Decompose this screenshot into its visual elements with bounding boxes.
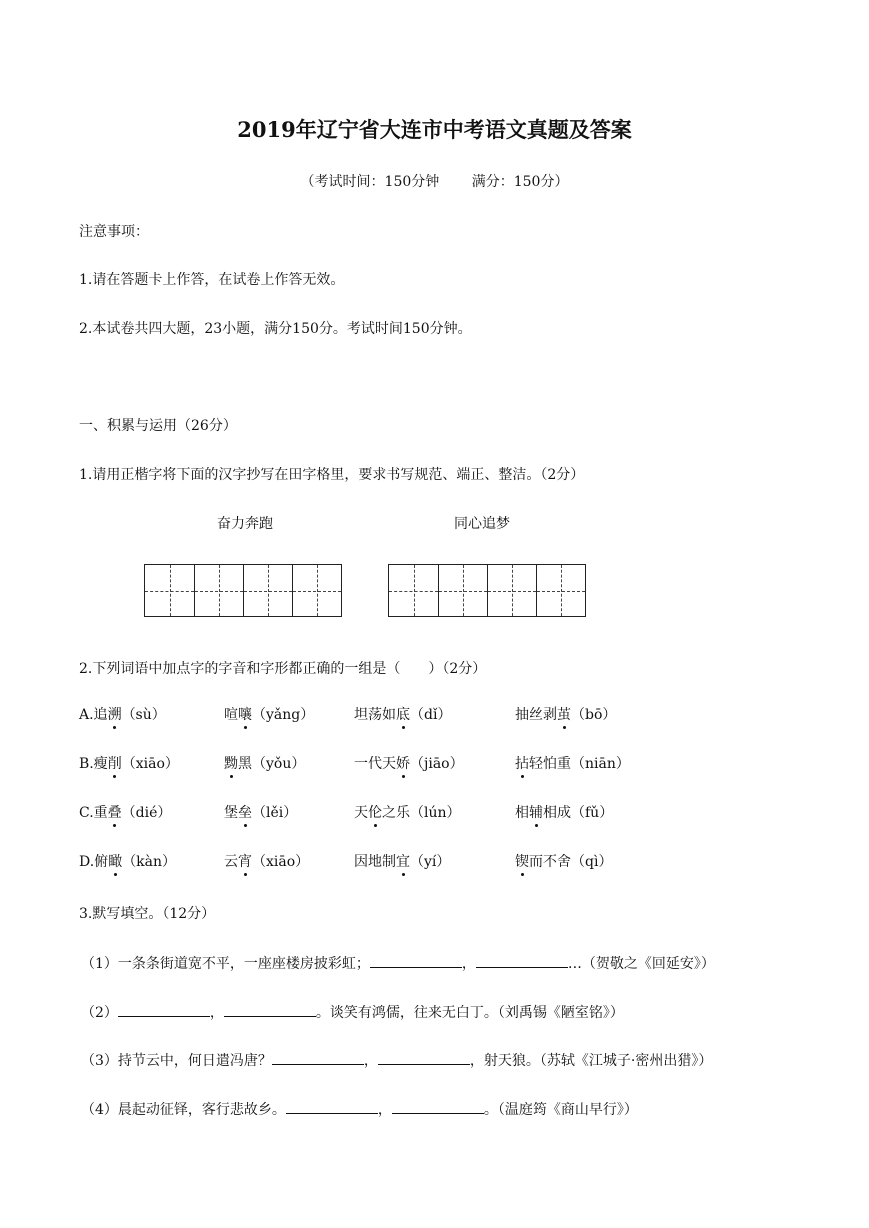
note-item-2: 2.本试卷共四大题，23小题，满分150分。考试时间150分钟。 xyxy=(79,321,472,337)
q3-item-sep: ， xyxy=(461,956,476,972)
option-text: （xiāo） xyxy=(252,854,310,870)
q2-option-item xyxy=(79,755,179,773)
answer-blank[interactable] xyxy=(370,953,462,968)
grid-cell[interactable] xyxy=(487,565,536,616)
q1-word-1: 奋力奔跑 xyxy=(217,516,273,532)
page-title: 2019年辽宁省大连市中考语文真题及答案 xyxy=(237,117,632,142)
tianzige-grid-1[interactable] xyxy=(144,564,342,617)
option-text: B.瘦 xyxy=(79,756,108,772)
option-text: （kàn） xyxy=(122,854,177,870)
option-text: （yǎng） xyxy=(252,707,315,723)
q3-item-text: （4）晨起动征铎，客行悲故乡。 xyxy=(81,1102,286,1118)
q3-item-1 xyxy=(81,953,715,973)
q3-item-sep: ， xyxy=(363,1053,378,1069)
q2-option-item xyxy=(224,706,314,724)
option-text: （lěi） xyxy=(252,805,298,821)
grid-cell[interactable] xyxy=(243,565,292,616)
q2-option-item xyxy=(354,804,461,822)
q3-item-2 xyxy=(81,1002,624,1022)
q3-item-text: （2） xyxy=(81,1005,118,1021)
answer-blank[interactable] xyxy=(118,1002,210,1017)
q3-item-sep: ， xyxy=(377,1102,392,1118)
answer-blank[interactable] xyxy=(224,1002,316,1017)
q2-option-item xyxy=(224,755,305,773)
q2-option-item xyxy=(515,804,613,822)
option-text: 轻怕重（niān） xyxy=(529,756,630,772)
dotted-char: 削 xyxy=(107,756,122,772)
q2-option-item xyxy=(79,804,171,822)
answer-blank[interactable] xyxy=(476,953,568,968)
option-text: 相成（fǔ） xyxy=(543,805,614,821)
dotted-char: 叠 xyxy=(107,805,122,821)
q3-item-source: 。谈笑有鸿儒，往来无白丁。（刘禹锡《陋室铭》） xyxy=(315,1005,624,1021)
option-text: （sù） xyxy=(121,707,166,723)
q3-item-source: 。（温庭筠《商山早行》） xyxy=(483,1102,638,1118)
option-text: （dǐ） xyxy=(410,707,452,723)
option-text: 黑（yǒu） xyxy=(238,756,306,772)
q2-option-item xyxy=(515,706,616,724)
q3-item-4 xyxy=(81,1099,638,1119)
grid-cell[interactable] xyxy=(438,565,487,616)
q2-prompt: 2.下列词语中加点字的字音和字形都正确的一组是（ ）（2分） xyxy=(79,661,487,677)
q1-prompt: 1.请用正楷字将下面的汉字抄写在田字格里，要求书写规范、端正、整洁。（2分） xyxy=(79,467,585,483)
q2-option-item xyxy=(515,853,612,871)
dotted-char: 底 xyxy=(396,707,410,723)
q3-item-sep: ， xyxy=(209,1005,224,1021)
exam-time: （考试时间：150分钟 xyxy=(300,174,440,190)
q3-item-3 xyxy=(81,1050,712,1070)
dotted-char: 瞰 xyxy=(108,854,123,870)
option-text: 相 xyxy=(515,805,529,821)
q2-option-item xyxy=(354,755,464,773)
q2-option-item xyxy=(79,853,176,871)
dotted-char: 娇 xyxy=(396,756,410,772)
q2-option-item xyxy=(354,853,450,871)
option-text: 一代天 xyxy=(354,756,396,772)
option-text: 云 xyxy=(224,854,238,870)
option-text: 抽丝剥 xyxy=(515,707,557,723)
dotted-char: 宵 xyxy=(238,854,252,870)
grid-cell[interactable] xyxy=(194,565,243,616)
exam-info xyxy=(0,173,869,191)
answer-blank[interactable] xyxy=(272,1050,364,1065)
option-text: 坦荡如 xyxy=(354,707,396,723)
tianzige-grid-2[interactable] xyxy=(388,564,586,617)
q3-prompt: 3.默写填空。（12分） xyxy=(79,906,216,922)
answer-blank[interactable] xyxy=(378,1050,470,1065)
q2-option-item xyxy=(224,804,297,822)
note-item-1: 1.请在答题卡上作答，在试卷上作答无效。 xyxy=(79,272,345,288)
dotted-char: 宜 xyxy=(396,854,410,870)
dotted-char: 伦 xyxy=(368,805,382,821)
q3-item-text: （3）持节云中，何日遣冯唐？ xyxy=(81,1053,272,1069)
grid-cell[interactable] xyxy=(292,565,341,616)
dotted-char: 嚷 xyxy=(238,707,252,723)
option-text: D.俯 xyxy=(79,854,109,870)
dotted-char: 锲 xyxy=(515,854,529,870)
option-text: C.重 xyxy=(79,805,108,821)
q2-option-item xyxy=(354,706,451,724)
dotted-char: 拈 xyxy=(515,756,529,772)
answer-blank[interactable] xyxy=(286,1099,378,1114)
option-text: 因地制 xyxy=(354,854,396,870)
option-text: 堡 xyxy=(224,805,238,821)
dotted-char: 溯 xyxy=(107,707,122,723)
grid-cell[interactable] xyxy=(145,565,194,616)
option-text: 天 xyxy=(354,805,368,821)
option-text: 喧 xyxy=(224,707,238,723)
option-text: （jiāo） xyxy=(410,756,464,772)
dotted-char: 辅 xyxy=(529,805,543,821)
q2-option-item xyxy=(515,755,630,773)
dotted-char: 茧 xyxy=(557,707,571,723)
grid-cell[interactable] xyxy=(536,565,585,616)
option-text: 之乐（lún） xyxy=(382,805,461,821)
exam-score: 满分：150分） xyxy=(471,174,569,190)
grid-cell[interactable] xyxy=(389,565,438,616)
option-text: A.追 xyxy=(79,707,108,723)
answer-blank[interactable] xyxy=(392,1099,484,1114)
option-text: （bō） xyxy=(571,707,617,723)
q3-item-text: （1）一条条街道宽不平，一座座楼房披彩虹； xyxy=(81,956,370,972)
q2-option-item xyxy=(224,853,309,871)
dotted-char: 黝 xyxy=(224,756,238,772)
option-text: （yí） xyxy=(410,854,451,870)
q2-option-item xyxy=(79,706,166,724)
q3-item-source: ，射天狼。（苏轼《江城子·密州出猎》） xyxy=(469,1053,713,1069)
q3-item-source: …（贺敬之《回延安》） xyxy=(567,956,715,972)
option-text: （dié） xyxy=(121,805,172,821)
notes-heading: 注意事项： xyxy=(79,224,149,240)
option-text: （xiāo） xyxy=(121,756,179,772)
q1-word-2: 同心追梦 xyxy=(454,516,510,532)
dotted-char: 垒 xyxy=(238,805,252,821)
section-heading: 一、积累与运用（26分） xyxy=(79,418,237,434)
option-text: 而不舍（qì） xyxy=(529,854,613,870)
